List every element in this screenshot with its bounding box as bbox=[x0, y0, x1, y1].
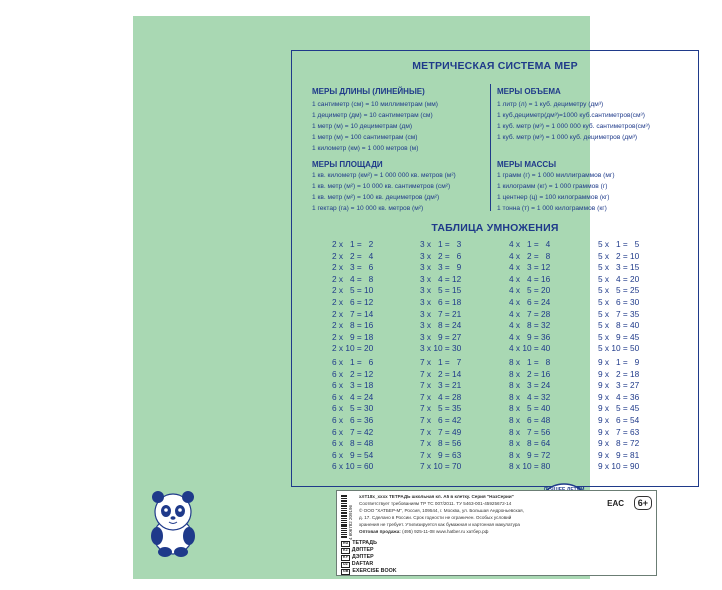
multiplication-row: 8 x 7 = 56 bbox=[509, 426, 551, 437]
volume-line: 1 куб.дециметр(дм³)=1000 куб.сантиметров(см³) bbox=[497, 112, 645, 119]
multiplication-row: 3 x 9 = 27 bbox=[420, 331, 462, 342]
maker-text: © ООО "ХАТБЕР-М", Россия, 109544, г. Москва, ул. Большая Андроньевская, bbox=[359, 508, 524, 513]
address-text: д. 17. Сделано в России. Срок годности не ограничен. Особых условий bbox=[359, 515, 512, 520]
volume-heading: МЕРЫ ОБЪЕМА bbox=[497, 87, 561, 96]
mass-heading: МЕРЫ МАССЫ bbox=[497, 160, 557, 169]
age-rating-badge: 6+ bbox=[634, 496, 652, 510]
multiplication-row: 8 x 2 = 16 bbox=[509, 368, 551, 379]
area-heading: МЕРЫ ПЛОЩАДИ bbox=[312, 160, 383, 169]
length-line: 1 дециметр (дм) = 10 сантиметрам (см) bbox=[312, 112, 433, 119]
product-name: хлТ18х_хххх ТЕТРАДЬ школьная кл. А5 в клетку. Серия "НазСерии" bbox=[359, 494, 514, 499]
multiplication-row: 7 x 3 = 21 bbox=[420, 380, 462, 391]
multiplication-row: 5 x 8 = 40 bbox=[598, 320, 640, 331]
multiplication-row: 8 x 5 = 40 bbox=[509, 403, 551, 414]
multiplication-row: 5 x 10 = 50 bbox=[598, 343, 640, 354]
volume-line: 1 литр (л) = 1 куб. дециметру (дм³) bbox=[497, 101, 604, 108]
column-divider bbox=[490, 84, 491, 211]
multiplication-row: 5 x 7 = 35 bbox=[598, 308, 640, 319]
multiplication-row: 7 x 8 = 56 bbox=[420, 438, 462, 449]
multiplication-row: 6 x 9 = 54 bbox=[332, 449, 374, 460]
area-line: 1 кв. метр (м²) = 100 кв. дециметров (дм²) bbox=[312, 194, 440, 201]
multiplication-row: 9 x 7 = 63 bbox=[598, 426, 640, 437]
mass-line: 1 тонна (т) = 1 000 килограммов (кг) bbox=[497, 205, 607, 212]
multiplication-row: 6 x 6 = 36 bbox=[332, 415, 374, 425]
multiplication-row: 2 x 8 = 16 bbox=[332, 320, 374, 331]
multiplication-row: 5 x 2 = 10 bbox=[598, 250, 640, 261]
multiplication-row: 4 x 4 = 16 bbox=[509, 273, 551, 284]
multiplication-row: 3 x 8 = 24 bbox=[420, 320, 462, 331]
multiplication-row: 4 x 9 = 36 bbox=[509, 331, 551, 342]
multiplication-row: 8 x 4 = 32 bbox=[509, 391, 551, 402]
panda-icon bbox=[145, 486, 201, 558]
length-line: 1 километр (км) = 1 000 метров (м) bbox=[312, 145, 419, 152]
multiplication-row: 3 x 5 = 15 bbox=[420, 285, 462, 296]
multiplication-row: 6 x 10 = 60 bbox=[332, 461, 374, 472]
multiplication-row: 9 x 10 = 90 bbox=[598, 461, 640, 472]
barcode bbox=[341, 495, 347, 539]
multiplication-row: 3 x 1 = 3 bbox=[420, 239, 462, 249]
multiplication-row: 3 x 7 = 21 bbox=[420, 308, 462, 319]
multiplication-row: 9 x 1 = 9 bbox=[598, 357, 640, 367]
metric-title: МЕТРИЧЕСКАЯ СИСТЕМА МЕР bbox=[412, 60, 578, 72]
multiplication-row: 2 x 5 = 10 bbox=[332, 285, 374, 296]
multiplication-row: 8 x 6 = 48 bbox=[509, 415, 551, 425]
multiplication-row: 9 x 6 = 54 bbox=[598, 415, 640, 425]
wholesale-line bbox=[359, 530, 488, 535]
lang-label: GB EXERCISE BOOK bbox=[343, 568, 397, 574]
multiplication-row: 6 x 7 = 42 bbox=[332, 426, 374, 437]
length-heading: МЕРЫ ДЛИНЫ (ЛИНЕЙНЫЕ) bbox=[312, 87, 425, 96]
multiplication-row: 7 x 5 = 35 bbox=[420, 403, 462, 414]
multiplication-row: 6 x 1 = 6 bbox=[332, 357, 374, 367]
barcode-number: 4 606782 209196 bbox=[348, 504, 353, 540]
multiplication-row: 3 x 3 = 9 bbox=[420, 262, 462, 273]
multiplication-row: 2 x 3 = 6 bbox=[332, 262, 374, 273]
eac-mark: EAC bbox=[607, 499, 624, 508]
multiplication-row: 5 x 3 = 15 bbox=[598, 262, 640, 273]
lang-label: KZ ДӘПТЕР bbox=[343, 547, 374, 553]
storage-text: хранения не требует. Утилизируется как бумажная и картонная макулатура bbox=[359, 522, 520, 527]
lang-label: RU ТЕТРАДЬ bbox=[343, 540, 377, 546]
multiplication-row: 3 x 2 = 6 bbox=[420, 250, 462, 261]
multiplication-row: 2 x 2 = 4 bbox=[332, 250, 374, 261]
multiplication-row: 2 x 10 = 20 bbox=[332, 343, 374, 354]
multiplication-row: 9 x 9 = 81 bbox=[598, 449, 640, 460]
multiplication-row: 9 x 3 = 27 bbox=[598, 380, 640, 391]
multiplication-row: 5 x 6 = 30 bbox=[598, 297, 640, 307]
multiplication-row: 8 x 9 = 72 bbox=[509, 449, 551, 460]
multiplication-row: 7 x 2 = 14 bbox=[420, 368, 462, 379]
multiplication-row: 6 x 5 = 30 bbox=[332, 403, 374, 414]
multiplication-row: 9 x 5 = 45 bbox=[598, 403, 640, 414]
multiplication-row: 7 x 9 = 63 bbox=[420, 449, 462, 460]
multiplication-row: 7 x 1 = 7 bbox=[420, 357, 462, 367]
multiplication-row: 4 x 2 = 8 bbox=[509, 250, 551, 261]
multiplication-row: 8 x 10 = 80 bbox=[509, 461, 551, 472]
multiplication-row: 8 x 8 = 64 bbox=[509, 438, 551, 449]
multiplication-row: 7 x 10 = 70 bbox=[420, 461, 462, 472]
volume-line: 1 куб. метр (м³) = 1 000 000 куб. сантиметров(см³) bbox=[497, 123, 650, 130]
length-line: 1 сантиметр (см) = 10 миллиметрам (мм) bbox=[312, 101, 438, 108]
multiplication-row: 4 x 1 = 4 bbox=[509, 239, 551, 249]
multiplication-row: 7 x 6 = 42 bbox=[420, 415, 462, 425]
multiplication-row: 2 x 6 = 12 bbox=[332, 297, 374, 307]
multiplication-row: 6 x 2 = 12 bbox=[332, 368, 374, 379]
multiplication-row: 5 x 9 = 45 bbox=[598, 331, 640, 342]
multiplication-row: 7 x 7 = 49 bbox=[420, 426, 462, 437]
multiplication-row: 6 x 3 = 18 bbox=[332, 380, 374, 391]
multiplication-row: 5 x 5 = 25 bbox=[598, 285, 640, 296]
lang-label: KY ДЭПТЕР bbox=[343, 554, 374, 560]
volume-line: 1 куб. метр (м³) = 1 000 куб. дециметров (дм³) bbox=[497, 134, 638, 141]
multiplication-row: 2 x 4 = 8 bbox=[332, 273, 374, 284]
multiplication-row: 9 x 2 = 18 bbox=[598, 368, 640, 379]
product-info-box bbox=[336, 490, 657, 576]
multiplication-row: 6 x 8 = 48 bbox=[332, 438, 374, 449]
multiplication-title: ТАБЛИЦА УМНОЖЕНИЯ bbox=[431, 222, 559, 234]
conformity-text: Соответствует требованиям ТР ТС 007/2011. ТУ 5463-001-45925672-14 bbox=[359, 501, 512, 506]
notebook-back-cover bbox=[133, 16, 650, 579]
wholesale-label: Оптовая продажа: bbox=[359, 529, 401, 534]
mass-line: 1 грамм (г) = 1 000 миллиграммов (мг) bbox=[497, 172, 615, 179]
multiplication-row: 4 x 5 = 20 bbox=[509, 285, 551, 296]
mass-line: 1 килограмм (кг) = 1 000 граммов (г) bbox=[497, 183, 608, 190]
multiplication-row: 4 x 3 = 12 bbox=[509, 262, 551, 273]
multiplication-row: 4 x 10 = 40 bbox=[509, 343, 551, 354]
area-line: 1 гектар (га) = 10 000 кв. метров (м²) bbox=[312, 205, 424, 212]
multiplication-row: 2 x 7 = 14 bbox=[332, 308, 374, 319]
multiplication-row: 9 x 4 = 36 bbox=[598, 391, 640, 402]
multiplication-row: 4 x 7 = 28 bbox=[509, 308, 551, 319]
multiplication-row: 3 x 4 = 12 bbox=[420, 273, 462, 284]
multiplication-row: 3 x 10 = 30 bbox=[420, 343, 462, 354]
multiplication-row: 2 x 1 = 2 bbox=[332, 239, 374, 249]
multiplication-row: 6 x 4 = 24 bbox=[332, 391, 374, 402]
multiplication-row: 5 x 1 = 5 bbox=[598, 239, 640, 249]
multiplication-row: 3 x 6 = 18 bbox=[420, 297, 462, 307]
lang-label: UZ DAFTAR bbox=[343, 561, 374, 567]
multiplication-row: 2 x 9 = 18 bbox=[332, 331, 374, 342]
multiplication-row: 8 x 3 = 24 bbox=[509, 380, 551, 391]
multiplication-row: 4 x 6 = 24 bbox=[509, 297, 551, 307]
multiplication-row: 9 x 8 = 72 bbox=[598, 438, 640, 449]
multiplication-row: 4 x 8 = 32 bbox=[509, 320, 551, 331]
mass-line: 1 центнер (ц) = 100 килограммов (кг) bbox=[497, 194, 610, 201]
length-line: 1 метр (м) = 10 дециметрам (дм) bbox=[312, 123, 413, 130]
reference-panel bbox=[291, 50, 699, 487]
area-line: 1 кв. километр (км²) = 1 000 000 кв. метров (м²) bbox=[312, 172, 456, 179]
multiplication-row: 7 x 4 = 28 bbox=[420, 391, 462, 402]
wholesale-contacts: (495) 925-11-08 www.hatber.ru хатбер.рф bbox=[402, 529, 489, 534]
area-line: 1 кв. метр (м²) = 10 000 кв. сантиметров (см²) bbox=[312, 183, 451, 190]
multiplication-row: 8 x 1 = 8 bbox=[509, 357, 551, 367]
multiplication-row: 5 x 4 = 20 bbox=[598, 273, 640, 284]
length-line: 1 метр (м) = 100 сантиметрам (см) bbox=[312, 134, 418, 141]
